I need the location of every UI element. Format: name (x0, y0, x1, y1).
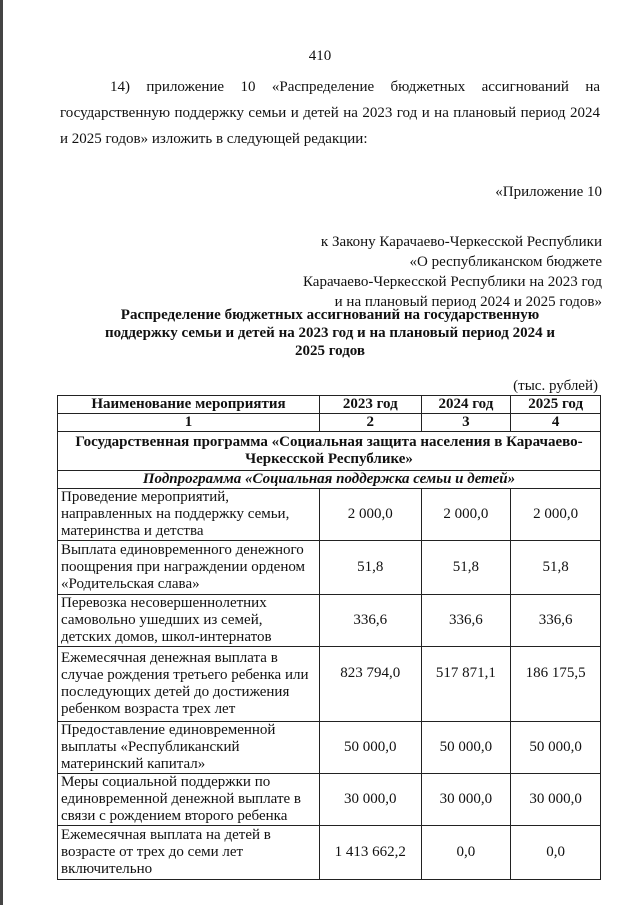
col-number: 3 (421, 414, 511, 432)
intro-text: 14) приложение 10 «Распределение бюджетных ассигнований на государственную поддержку семьи и детей на 2023 год и на плановый период 2024 и 2025 годов» изложить в следующей редакции: (60, 79, 600, 147)
column-number-row (58, 414, 601, 432)
budget-table (57, 395, 601, 880)
row-name: Ежемесячная выплата на детей в возрасте от трех до семи лет включительно (58, 826, 320, 880)
value-2025: 50 000,0 (511, 722, 601, 774)
table-row (58, 647, 601, 722)
row-name: Перевозка несовершеннолетних самовольно ушедших из семей, детских домов, школ-интернатов (58, 595, 320, 647)
appendix-header (303, 182, 602, 312)
value-2025: 186 175,5 (511, 647, 601, 722)
document-title: Распределение бюджетных ассигнований на государственную поддержку семьи и детей на 2023 год и на плановый период 2024 и 2025 годов (105, 307, 555, 359)
scan-edge (0, 0, 3, 905)
intro-paragraph (60, 74, 600, 152)
appendix-line: к Закону Карачаево-Черкесской Республики (320, 234, 602, 250)
value-2023: 2 000,0 (320, 489, 422, 541)
value-2025: 51,8 (511, 541, 601, 595)
col-number: 4 (511, 414, 601, 432)
value-2024: 50 000,0 (421, 722, 511, 774)
value-2023: 30 000,0 (320, 774, 422, 826)
page-number: 410 (308, 48, 332, 64)
appendix-line: и на плановый период 2024 и 2025 годов» (334, 294, 602, 310)
value-2025: 30 000,0 (511, 774, 601, 826)
units-label: (тыс. рублей) (513, 378, 598, 394)
value-2024: 517 871,1 (421, 647, 511, 722)
row-name: Проведение мероприятий, направленных на поддержку семьи, материнства и детства (58, 489, 320, 541)
value-2025: 0,0 (511, 826, 601, 880)
value-2023: 336,6 (320, 595, 422, 647)
row-name: Выплата единовременного денежного поощрения при награждении орденом «Родительская слава» (58, 541, 320, 595)
value-2024: 51,8 (421, 541, 511, 595)
header-name: Наименование мероприятия (58, 396, 320, 414)
header-row (58, 396, 601, 414)
appendix-line: Карачаево-Черкесской Республики на 2023 год (303, 274, 602, 290)
value-2025: 2 000,0 (511, 489, 601, 541)
appendix-title: «Приложение 10 (495, 184, 602, 200)
row-name: Ежемесячная денежная выплата в случае рождения третьего ребенка или последующих детей до достижения ребенком возраста трех лет (58, 647, 320, 722)
table-row (58, 541, 601, 595)
program-row (58, 432, 601, 471)
row-name: Предоставление единовременной выплаты «Республиканский материнский капитал» (58, 722, 320, 774)
program-title: Государственная программа «Социальная защита населения в Карачаево-Черкесской Республике» (58, 432, 601, 471)
table-row (58, 595, 601, 647)
table-row (58, 774, 601, 826)
subprogram-row (58, 471, 601, 489)
appendix-line: «О республиканском бюджете (409, 254, 602, 270)
subprogram-title: Подпрограмма «Социальная поддержка семьи и детей» (58, 471, 601, 489)
value-2023: 823 794,0 (320, 647, 422, 722)
header-2024: 2024 год (421, 396, 511, 414)
col-number: 1 (58, 414, 320, 432)
value-2024: 0,0 (421, 826, 511, 880)
value-2023: 50 000,0 (320, 722, 422, 774)
value-2024: 2 000,0 (421, 489, 511, 541)
value-2023: 1 413 662,2 (320, 826, 422, 880)
header-2023: 2023 год (320, 396, 422, 414)
value-2025: 336,6 (511, 595, 601, 647)
col-number: 2 (320, 414, 422, 432)
row-name: Меры социальной поддержки по единовременной денежной выплате в связи с рождением второго ребенка (58, 774, 320, 826)
value-2024: 336,6 (421, 595, 511, 647)
value-2023: 51,8 (320, 541, 422, 595)
table-row (58, 489, 601, 541)
table-row (58, 722, 601, 774)
table-row (58, 826, 601, 880)
header-2025: 2025 год (511, 396, 601, 414)
value-2024: 30 000,0 (421, 774, 511, 826)
